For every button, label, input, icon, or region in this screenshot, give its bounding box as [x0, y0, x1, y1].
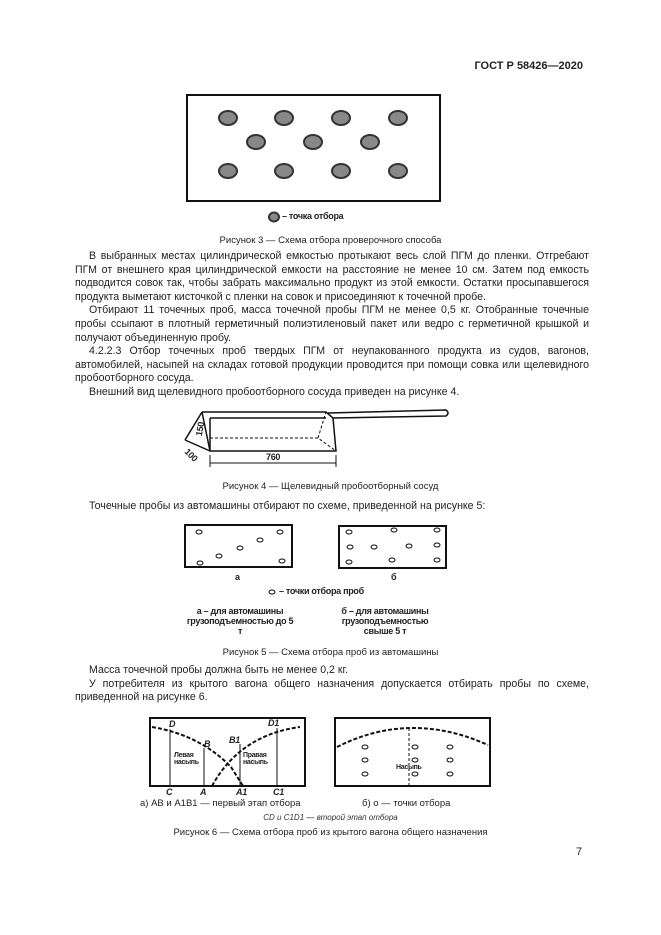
- paragraph: Отбирают 11 точечных проб, масса точечной пробы ПГМ не менее 0,5 кг. Отобранные точечные пробы ссыпают в плотный герметичный полиэтиленовый пакет или ведро с герметичной крышкой и получают объединенную пробу.: [75, 304, 589, 344]
- body-text-2: [75, 500, 589, 514]
- figure3-scheme: [187, 95, 440, 222]
- point-label: D1: [268, 718, 279, 728]
- point-label: B1: [229, 735, 240, 745]
- note-line: грузоподъемностью до 5 т: [186, 616, 294, 636]
- dim-height: 150: [193, 421, 207, 437]
- standard-header: ГОСТ Р 58426—2020: [474, 60, 583, 72]
- fig5-note-a: [185, 606, 295, 636]
- fig6-subcaption-b: б) о — точки отбора: [362, 798, 451, 809]
- paragraph: У потребителя из крытого вагона общего назначения допускается отбирать пробы по схеме, приведенной на рисунке 6.: [75, 677, 589, 704]
- paragraph: В выбранных местах цилиндрической емкостью протыкают весь слой ПГМ до пленки. Отгребают ПГМ от внешнего края цилиндрической емкости на расстояние не менее 10 см. Затем под емкость подводится совок так, чтобы забрать максимально продукт из этой емкости. Остатки просыпавшегося продукта выметают кисточкой с пленки на совок и присоединяют к точечной пробе.: [75, 250, 589, 303]
- figure6-caption: Рисунок 6 — Схема отбора проб из крытого вагона общего назначения: [173, 827, 488, 838]
- note-line: грузоподъемностью: [341, 616, 429, 626]
- point-label: C1: [273, 787, 284, 797]
- figure6-schemes: [150, 718, 490, 786]
- fig6-note: CD и C1D1 — второй этап отбора: [263, 813, 398, 822]
- figure3-legend: – точка отбора: [282, 211, 344, 221]
- dim-length: 760: [266, 452, 281, 462]
- paragraph: Масса точечной пробы должна быть не менее 0,2 кг.: [89, 664, 349, 676]
- note-line: а – для автомашины: [196, 606, 284, 616]
- point-label: A1: [236, 787, 247, 797]
- note-line: свыше 5 т: [363, 626, 407, 636]
- label-line: Правая: [243, 752, 267, 759]
- right-pile-label: [243, 752, 268, 766]
- figure4-sampler: [182, 410, 448, 467]
- body-text-1: [75, 250, 589, 400]
- fig5-label-a: а: [235, 572, 240, 582]
- point-label: A: [200, 787, 207, 797]
- point-label: B: [204, 739, 211, 749]
- page-number: 7: [576, 846, 583, 858]
- fig6-subcaption-a: а) АВ и А1В1 — первый этап отбора: [140, 798, 301, 809]
- label-line: насыпь: [174, 759, 199, 766]
- fig5-label-b: б: [391, 572, 397, 582]
- figure5-caption: Рисунок 5 — Схема отбора проб из автомашины: [222, 647, 439, 658]
- body-text-3: [75, 664, 589, 705]
- figure4-caption: Рисунок 4 — Щелевидный пробоотборный сосуд: [222, 481, 439, 492]
- paragraph: Точечные пробы из автомашины отбирают по схеме, приведенной на рисунке 5:: [89, 500, 486, 512]
- note-line: б – для автомашины: [341, 606, 429, 616]
- pile-label: Насыпь: [396, 764, 422, 771]
- label-line: насыпь: [243, 759, 268, 766]
- fig5-legend: – точки отбора проб: [279, 586, 364, 596]
- paragraph: Внешний вид щелевидного пробоотборного сосуда приведен на рисунке 4.: [89, 385, 460, 398]
- dim-width: 100: [182, 446, 200, 464]
- point-label: C: [166, 787, 173, 797]
- paragraph: 4.2.2.3 Отбор точечных проб твердых ПГМ от неупакованного продукта из судов, вагонов, автомобилей, насыпей на складах готовой продукции проводится при помощи совка или щелевидного пробоотборного сосуда.: [75, 345, 589, 385]
- label-line: Левая: [174, 752, 194, 759]
- figure3-caption: Рисунок 3 — Схема отбора проверочного способа: [219, 235, 442, 246]
- left-pile-label: [174, 752, 199, 766]
- fig5-note-b: [330, 606, 440, 636]
- point-label: D: [169, 719, 176, 729]
- figure5-schemes: [185, 525, 446, 594]
